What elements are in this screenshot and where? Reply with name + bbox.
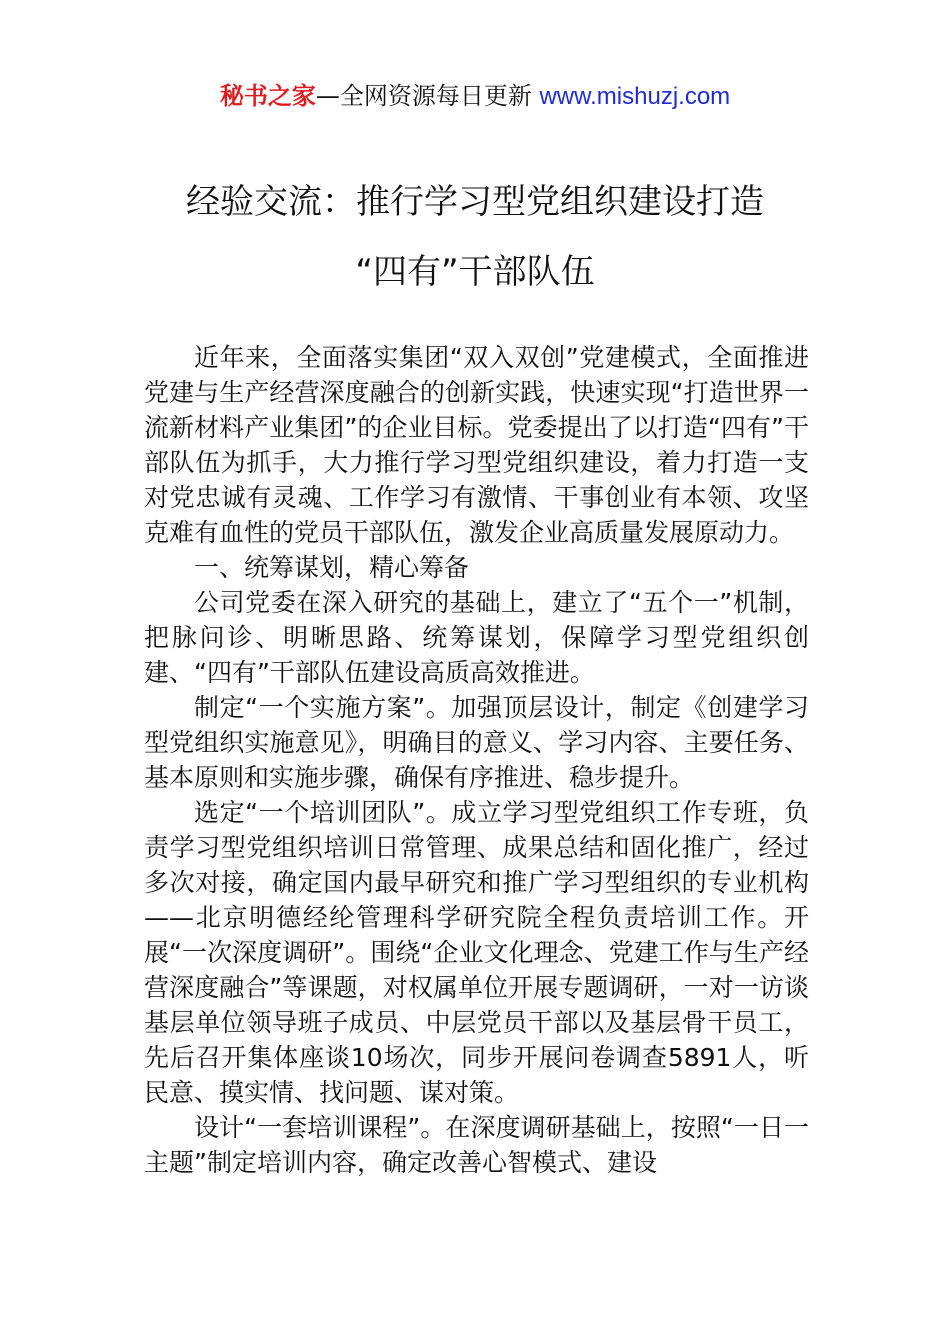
brand-name: 秘书之家 — [219, 82, 316, 110]
paragraph-course: 设计“一套培训课程”。在深度调研基础上，按照“一日一主题”制定培训内容，确定改善心智模式、建设 — [144, 1113, 809, 1177]
paragraph-plan: 制定“一个实施方案”。加强顶层设计，制定《创建学习型党组织实施意见》，明确目的意义、学习内容、主要任务、基本原则和实施步骤，确保有序推进、稳步提升。 — [144, 693, 809, 792]
site-header — [0, 80, 950, 113]
site-link[interactable]: www.mishuzj.com — [539, 83, 731, 110]
document-title-line-2: “四有”干部队伍 — [355, 252, 595, 292]
paragraph-team: 选定“一个培训团队”。成立学习型党组织工作专班，负责学习型党组织培训日常管理、成果总结和固化推广，经过多次对接，确定国内最早研究和推广学习型组织的专业机构——北京明德经纶管理科学研究院全程负责培训工作。开展“一次深度调研”。围绕“企业文化理念、党建工作与生产经营深度融合”等课题，对权属单位开展专题调研，一对一访谈基层单位领导班子成员、中层党员干部以及基层骨干员工，先后召开集体座谈10场次，同步开展问卷调查5891人，听民意、摸实情、找问题、谋对策。 — [144, 798, 809, 1107]
header-tagline: —全网资源每日更新 — [315, 82, 532, 110]
paragraph-mechanism: 公司党委在深入研究的基础上，建立了“五个一”机制，把脉问诊、明晰思路、统筹谋划，保障学习型党组织创建、“四有”干部队伍建设高质高效推进。 — [144, 588, 809, 687]
document-title-line-1: 经验交流：推行学习型党组织建设打造 — [186, 182, 764, 222]
section-heading: 一、统筹谋划，精心筹备 — [194, 553, 470, 582]
document-body — [144, 340, 809, 1180]
paragraph-intro: 近年来，全面落实集团“双入双创”党建模式，全面推进党建与生产经营深度融合的创新实践，快速实现“打造世界一流新材料产业集团”的企业目标。党委提出了以打造“四有”干部队伍为抓手，大力推行学习型党组织建设，着力打造一支对党忠诚有灵魂、工作学习有激情、干事创业有本领、攻坚克难有血性的党员干部队伍，激发企业高质量发展原动力。 — [144, 343, 809, 547]
